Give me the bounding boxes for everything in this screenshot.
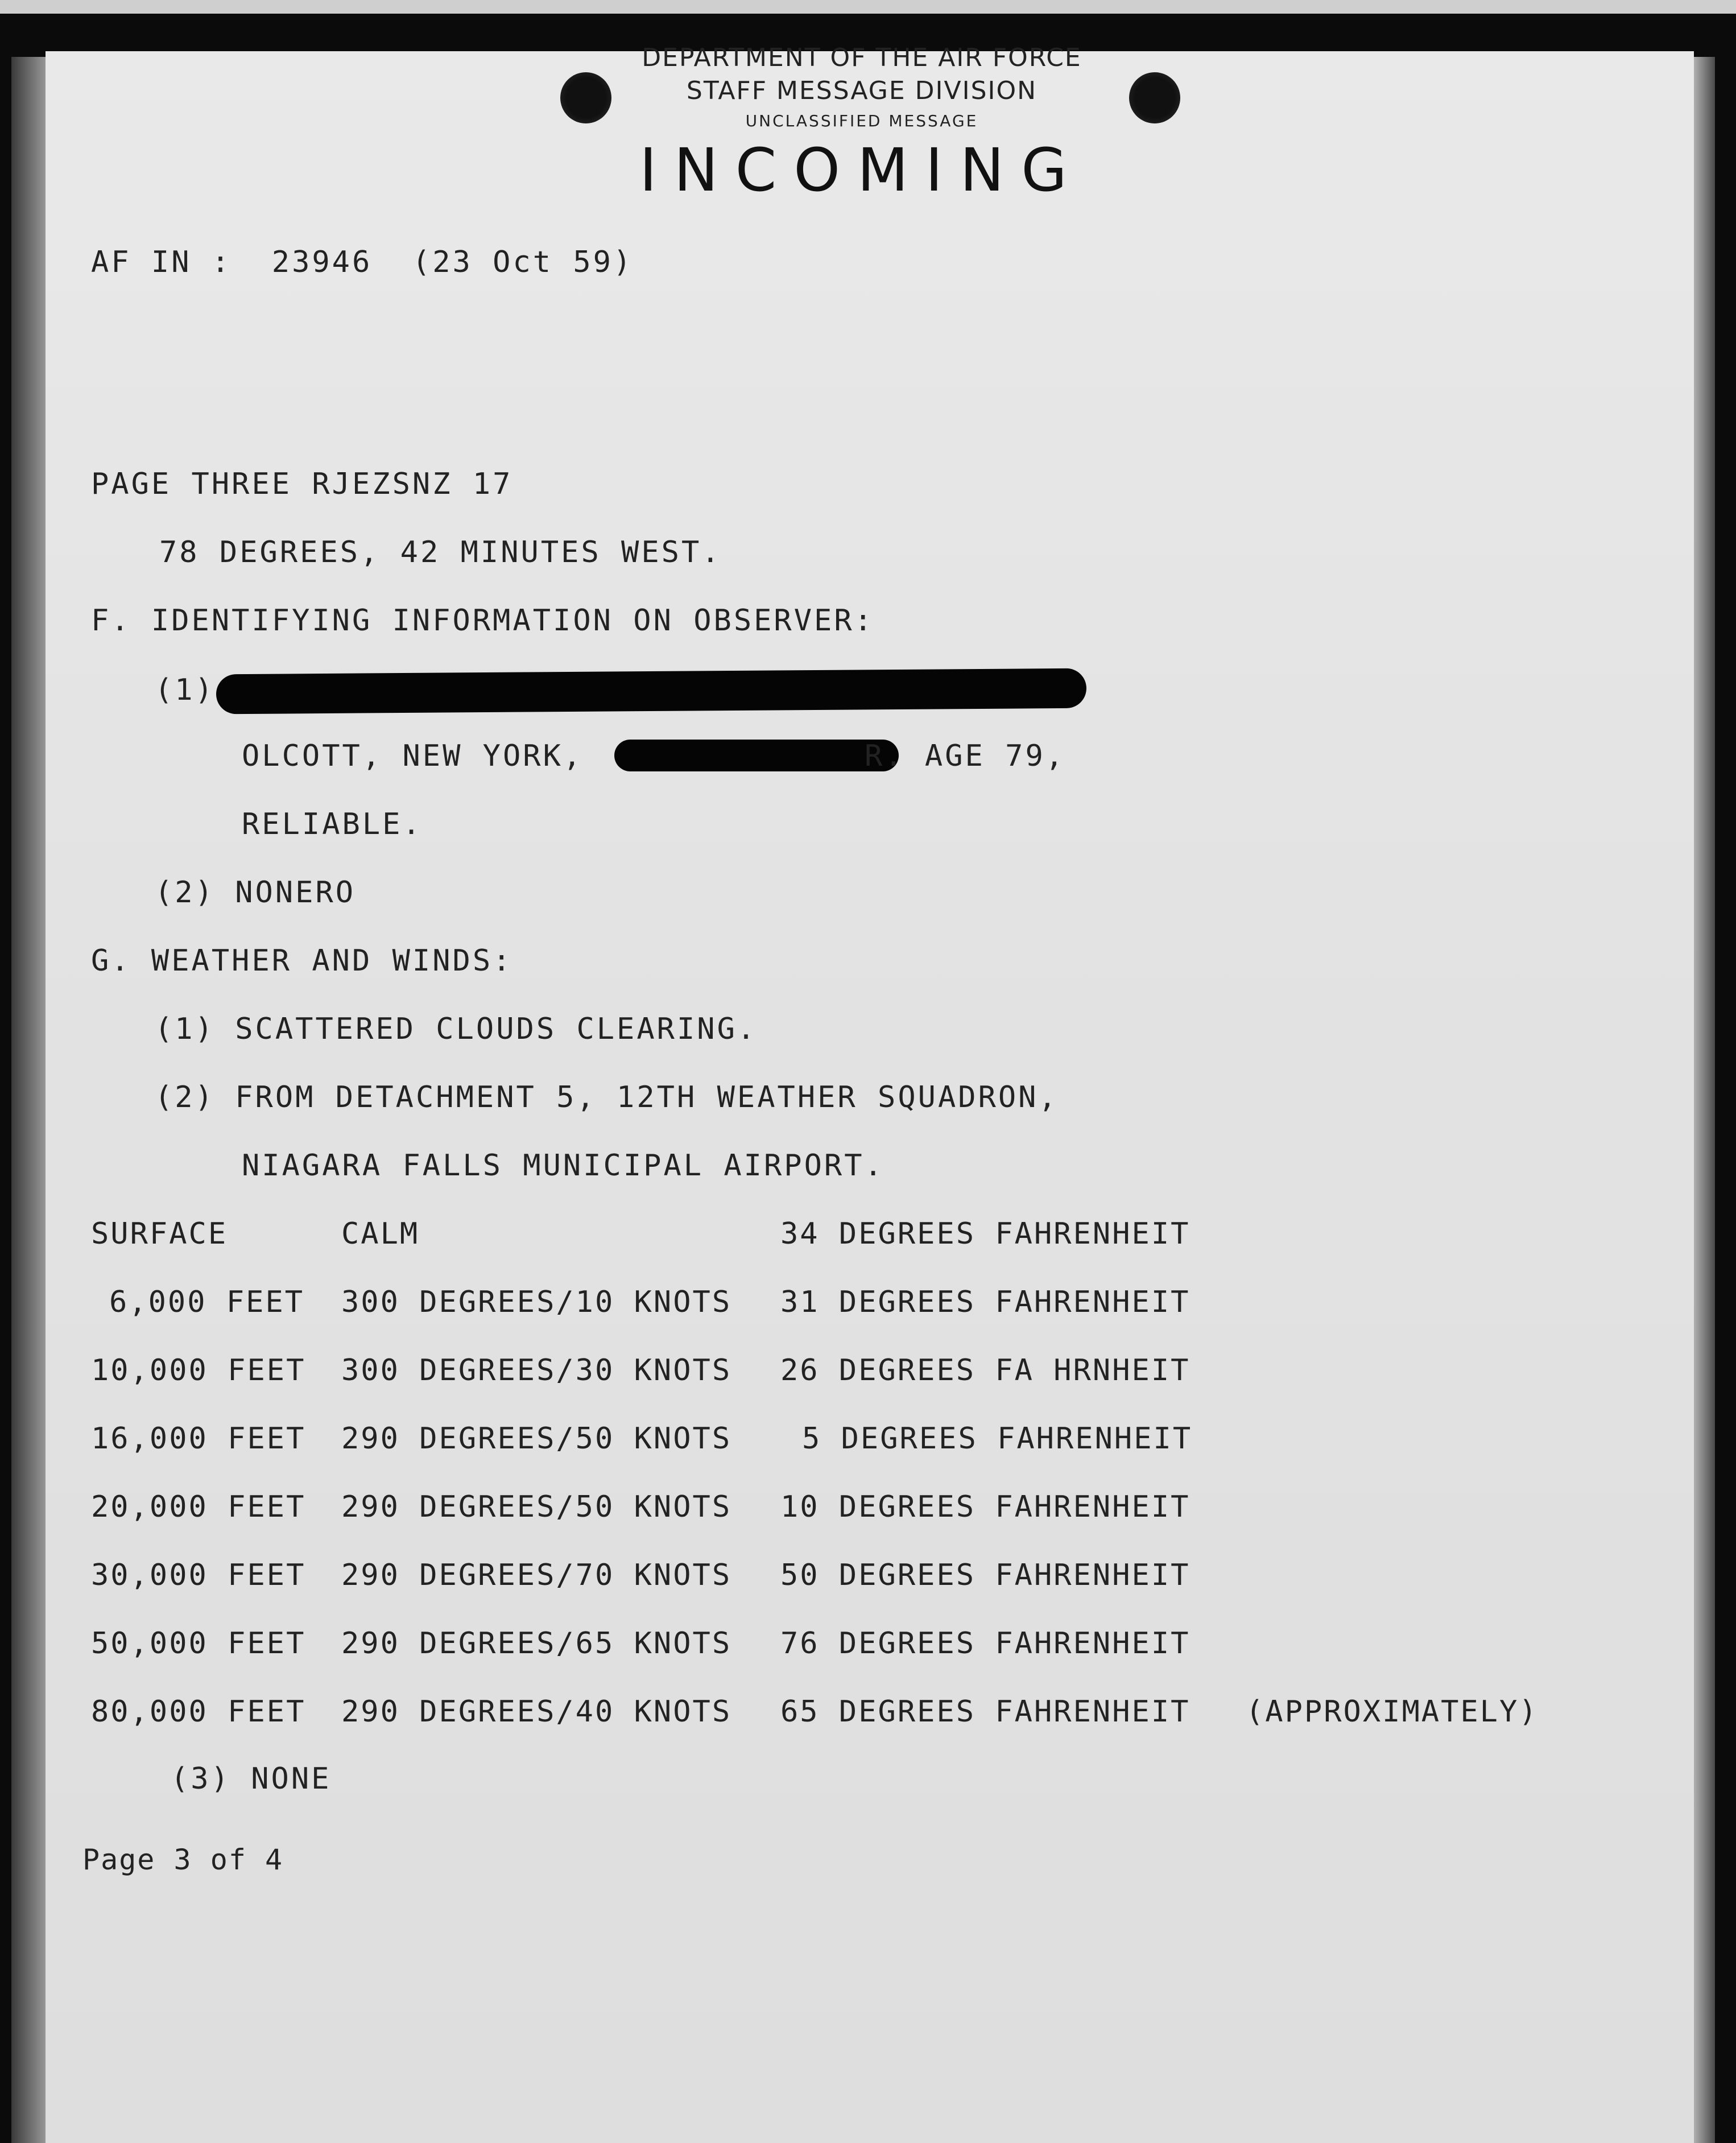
wind-direction-speed: 300 DEGREES/30 KNOTS <box>341 1353 732 1388</box>
section-f-item1-city: OLCOTT, NEW YORK, <box>242 739 584 773</box>
wind-temperature: 26 DEGREES FA HRNHEIT <box>780 1353 1191 1388</box>
section-f-item1-marker: (1) <box>155 673 215 707</box>
section-g-item2-line1: (2) FROM DETACHMENT 5, 12TH WEATHER SQUADRON, <box>155 1080 1059 1114</box>
section-g-item1: (1) SCATTERED CLOUDS CLEARING. <box>155 1012 758 1046</box>
wind-direction-speed: 290 DEGREES/65 KNOTS <box>341 1626 732 1661</box>
left-edge-shadow <box>11 57 47 2143</box>
section-f-item1-reliability: RELIABLE. <box>242 807 423 841</box>
wind-altitude: SURFACE <box>91 1217 228 1251</box>
wind-direction-speed: CALM <box>341 1217 420 1251</box>
wind-temperature: 10 DEGREES FAHRENHEIT <box>780 1490 1191 1524</box>
header-division: STAFF MESSAGE DIVISION <box>686 76 1038 105</box>
section-g-title: G. WEATHER AND WINDS: <box>91 944 513 978</box>
wind-temperature: 65 DEGREES FAHRENHEIT <box>780 1695 1191 1729</box>
top-edge <box>0 0 1736 14</box>
wind-altitude: 6,000 FEET <box>109 1285 305 1319</box>
longitude-line: 78 DEGREES, 42 MINUTES WEST. <box>159 535 722 569</box>
wind-temperature: 50 DEGREES FAHRENHEIT <box>780 1558 1191 1592</box>
section-f-item2: (2) NONERO <box>155 876 356 910</box>
header-incoming: INCOMING <box>639 135 1084 205</box>
wind-temperature: 76 DEGREES FAHRENHEIT <box>780 1626 1191 1661</box>
wind-direction-speed: 290 DEGREES/50 KNOTS <box>341 1490 732 1524</box>
header-department: DEPARTMENT OF THE AIR FORCE <box>642 43 1082 72</box>
redaction-bar-name <box>216 668 1086 715</box>
redaction-bar-occupation <box>614 740 899 771</box>
wind-direction-speed: 290 DEGREES/70 KNOTS <box>341 1558 732 1592</box>
wind-altitude: 30,000 FEET <box>91 1558 306 1592</box>
af-in-reference: AF IN : 23946 (23 Oct 59) <box>91 245 634 279</box>
page-footer: Page 3 of 4 <box>82 1843 284 1876</box>
wind-temperature: 31 DEGREES FAHRENHEIT <box>780 1285 1191 1319</box>
wind-altitude: 20,000 FEET <box>91 1490 306 1524</box>
right-edge-shadow <box>1692 57 1715 2143</box>
wind-note: (APPROXIMATELY) <box>1246 1695 1539 1729</box>
wind-altitude: 10,000 FEET <box>91 1353 306 1388</box>
wind-direction-speed: 290 DEGREES/50 KNOTS <box>341 1422 732 1456</box>
section-g-item3: (3) NONE <box>171 1762 332 1796</box>
header-classification: UNCLASSIFIED MESSAGE <box>745 112 978 130</box>
wind-temperature: 5 DEGREES FAHRENHEIT <box>802 1422 1193 1456</box>
wind-direction-speed: 300 DEGREES/10 KNOTS <box>341 1285 732 1319</box>
section-g-item2-line2: NIAGARA FALLS MUNICIPAL AIRPORT. <box>242 1149 884 1183</box>
wind-altitude: 50,000 FEET <box>91 1626 306 1661</box>
page-header-line: PAGE THREE RJEZSNZ 17 <box>91 467 513 501</box>
wind-direction-speed: 290 DEGREES/40 KNOTS <box>341 1695 732 1729</box>
wind-altitude: 80,000 FEET <box>91 1695 306 1729</box>
wind-temperature: 34 DEGREES FAHRENHEIT <box>780 1217 1191 1251</box>
wind-altitude: 16,000 FEET <box>91 1422 306 1456</box>
section-f-item1-age: R. AGE 79, <box>865 739 1066 773</box>
section-f-title: F. IDENTIFYING INFORMATION ON OBSERVER: <box>91 604 874 638</box>
